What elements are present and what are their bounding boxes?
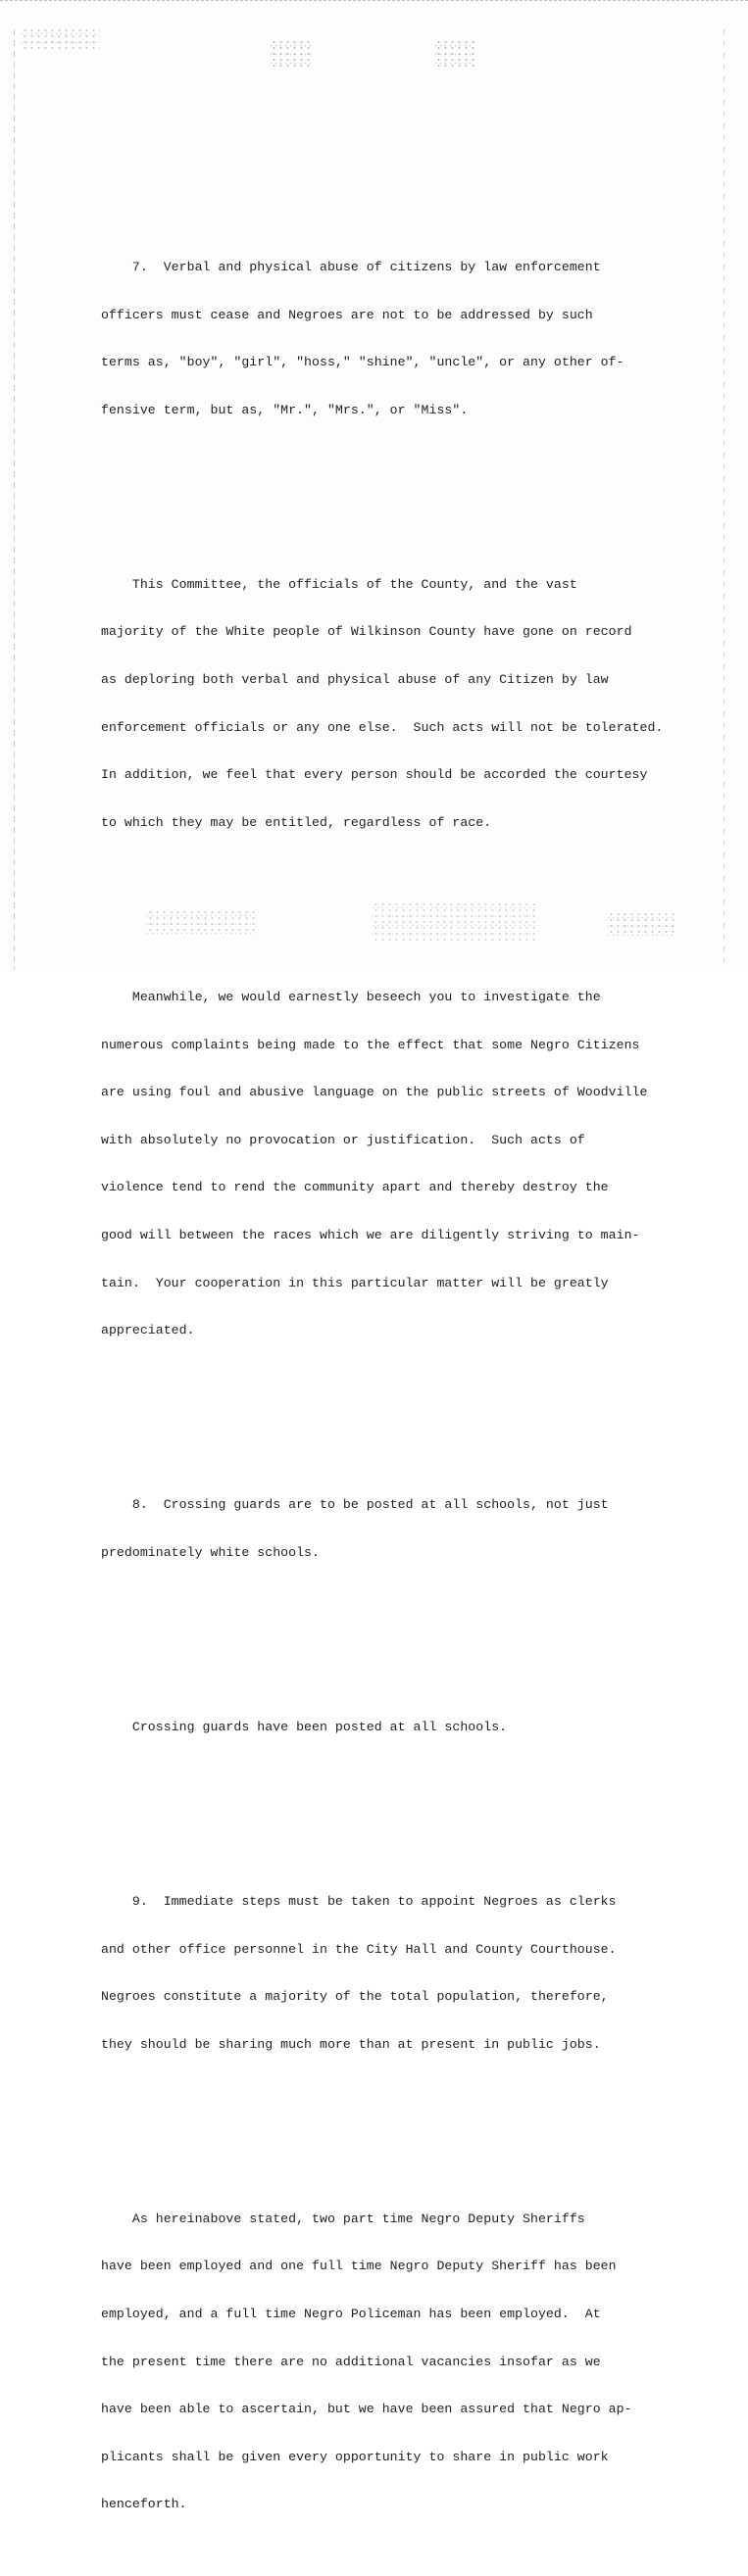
- text-line: are using foul and abusive language on the public streets of Woodville: [101, 1085, 648, 1100]
- text-line: to which they may be entitled, regardless of race.: [101, 814, 492, 830]
- text-line: appreciated.: [101, 1323, 195, 1338]
- paragraph-response-8: [101, 1687, 709, 1767]
- scan-speckle-top-left: [271, 39, 314, 69]
- text-line: numerous complaints being made to the effect that some Negro Citizens: [101, 1037, 640, 1052]
- text-line: 8. Crossing guards are to be posted at all schools, not just: [101, 1497, 609, 1513]
- text-line: as deploring both verbal and physical abuse of any Citizen by law: [101, 672, 609, 688]
- text-line: predominately white schools.: [101, 1544, 320, 1560]
- page-right-edge: [723, 29, 724, 970]
- text-line: Negroes constitute a majority of the total population, therefore,: [101, 1989, 609, 2005]
- text-line: violence tend to rend the community apart and thereby destroy the: [101, 1180, 609, 1195]
- page-left-edge: [14, 29, 15, 970]
- text-line: This Committee, the officials of the County, and the vast: [101, 576, 577, 592]
- text-line: majority of the White people of Wilkinson County have gone on record: [101, 624, 632, 640]
- text-line: henceforth.: [101, 2497, 187, 2512]
- scan-speckle-corner: [22, 27, 100, 49]
- text-line: employed, and a full time Negro Policeman has been employed. At: [101, 2307, 601, 2321]
- text-line: plicants shall be given every opportunity to share in public work: [101, 2449, 609, 2464]
- text-line: enforcement officials or any one else. Such acts will not be tolerated.: [101, 719, 664, 735]
- page-top-edge: [0, 0, 748, 3]
- paragraph-request: [101, 958, 709, 1371]
- paragraph-response-7: [101, 545, 709, 862]
- paragraph-response-9: [101, 2179, 709, 2545]
- text-line: 7. Verbal and physical abuse of citizens by law enforcement: [101, 260, 601, 275]
- text-line: fensive term, but as, "Mr.", "Mrs.", or "Miss".: [101, 402, 469, 417]
- text-line: have been able to ascertain, but we have been assured that Negro ap-: [101, 2402, 632, 2417]
- text-line: Meanwhile, we would earnestly beseech you to investigate the: [101, 989, 601, 1004]
- text-line: and other office personnel in the City Hall and County Courthouse.: [101, 1941, 617, 1957]
- text-line: good will between the races which we are diligently striving to main-: [101, 1228, 640, 1242]
- paragraph-item-7: [101, 228, 709, 451]
- text-line: In addition, we feel that every person should be accorded the courtesy: [101, 767, 648, 783]
- text-line: the present time there are no additional vacancies insofar as we: [101, 2354, 601, 2369]
- document-body: [101, 180, 709, 2576]
- text-line: terms as, "boy", "girl", "hoss," "shine", "uncle", or any other of-: [101, 355, 624, 370]
- scan-speckle-top-right: [435, 39, 474, 69]
- paragraph-item-9: [101, 1863, 709, 2085]
- paragraph-item-8: [101, 1466, 709, 1593]
- text-line: tain. Your cooperation in this particular matter will be greatly: [101, 1275, 609, 1290]
- text-line: officers must cease and Negroes are not to be addressed by such: [101, 307, 593, 322]
- text-line: they should be sharing much more than at present in public jobs.: [101, 2036, 601, 2052]
- text-line: Crossing guards have been posted at all schools.: [101, 1719, 508, 1734]
- text-line: have been employed and one full time Negro Deputy Sheriff has been: [101, 2259, 617, 2274]
- text-line: with absolutely no provocation or justification. Such acts of: [101, 1132, 585, 1147]
- text-line: 9. Immediate steps must be taken to appoint Negroes as clerks: [101, 1893, 617, 1909]
- text-line: As hereinabove stated, two part time Negro Deputy Sheriffs: [101, 2211, 585, 2226]
